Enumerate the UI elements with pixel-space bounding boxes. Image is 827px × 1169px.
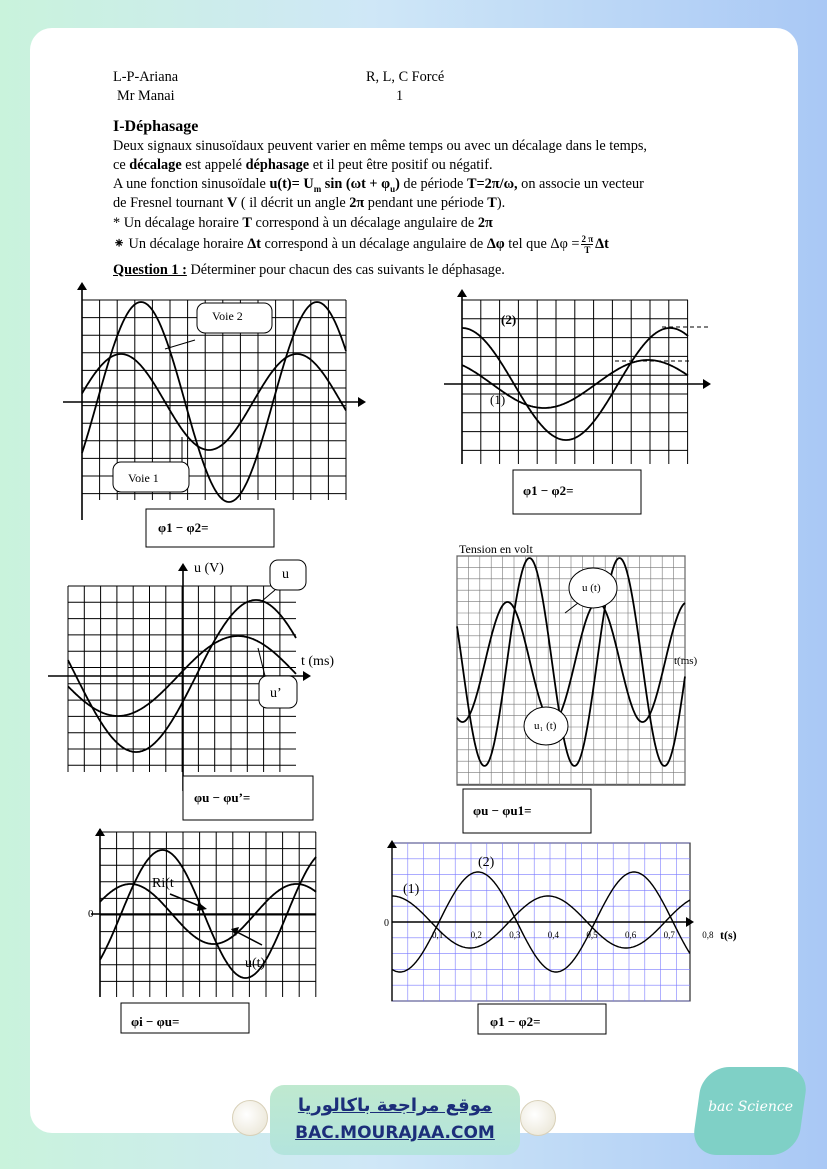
label-ut: u(t) (245, 956, 266, 971)
label-curve-2: (2) (501, 312, 517, 327)
answer-label: φ1 − φ2= (490, 1014, 541, 1029)
label-curve-1: (1) (490, 392, 506, 407)
question-1: Question 1 : Déterminer pour chacun des cas suivants le déphasage. (113, 262, 505, 278)
y-axis-label: u (V) (194, 561, 224, 576)
school-name: L-P-Ariana (113, 69, 179, 85)
paragraph-line: A une fonction sinusoïdale $u(t)= U_m$ $\sin (\omega t + \varphi_u)$ de période T=2π/ω, on associe un vecteur (113, 176, 644, 194)
y-arrow (77, 282, 87, 290)
answer-label: φ1 − φ2= (158, 520, 209, 535)
y-arrow (457, 289, 467, 297)
x-tick-label: 0,7 (663, 930, 675, 940)
paragraph-line: ce décalage est appelé déphasage et il peut être positif ou négatif. (113, 157, 493, 173)
label-curve-1: (1) (403, 882, 420, 897)
paragraph-line: * Un décalage horaire T correspond à un décalage angulaire de 2π (113, 215, 493, 231)
label-u: u (t) (582, 582, 601, 594)
x-axis-label: t(ms) (674, 655, 698, 667)
chart-title: Tension en volt (459, 542, 533, 556)
x-tick-label: 0,1 (432, 930, 444, 940)
x-axis-label: t(s) (720, 928, 737, 942)
label-voie1: Voie 1 (128, 471, 159, 485)
logo-text: bac Science (708, 1099, 794, 1115)
x-tick-label: 0,4 (547, 930, 560, 940)
x-arrow (358, 397, 366, 407)
label-curve-2: (2) (478, 855, 495, 870)
x-arrow (303, 671, 311, 681)
x-arrow (703, 379, 711, 389)
medal-icon (232, 1100, 268, 1136)
x-axis-label: t (ms) (301, 654, 335, 669)
x-tick-label: 0,3 (509, 930, 521, 940)
paragraph-line: ⁕ Un décalage horaire Δt correspond à un décalage angulaire de Δφ tel que Δφ = $\frac{2 \pi}{T}$ Δt (113, 234, 609, 255)
label-voie2: Voie 2 (212, 309, 243, 323)
subject-title: R, L, C Forcé (366, 69, 445, 85)
label-u: u (282, 567, 289, 582)
callout-line (235, 931, 262, 945)
x-tick-label: 0,6 (625, 930, 637, 940)
label-ri: Ri(t (152, 876, 174, 891)
footer-arabic: موقع مراجعة باكالوريا (297, 1095, 493, 1116)
page-number: 1 (396, 88, 404, 104)
x-tick-label: 0,2 (470, 930, 482, 940)
zero-label: 0 (88, 908, 94, 920)
label-u-prime: u’ (270, 686, 282, 701)
answer-label: φu − φu’= (194, 790, 251, 805)
y-arrow (178, 563, 188, 571)
footer-banner[interactable] (270, 1085, 520, 1155)
answer-label: φu − φu1= (473, 803, 532, 818)
medal-icon (520, 1100, 556, 1136)
callout-arrow (197, 902, 207, 911)
paragraph-line: de Fresnel tournant V ( il décrit un angle 2π pendant une période T). (113, 195, 506, 211)
answer-label: φ1 − φ2= (523, 483, 574, 498)
paragraph-line: Deux signaux sinusoïdaux peuvent varier en même temps ou avec un décalage dans le temps, (113, 138, 647, 154)
teacher-name: Mr Manai (117, 88, 175, 104)
zero-label: 0 (384, 918, 389, 929)
x-tick-label: 0,5 (586, 930, 598, 940)
bac-science-logo (691, 1067, 809, 1155)
label-u1: u₁ (t) (534, 720, 557, 732)
grid (462, 300, 688, 464)
footer-site-link[interactable]: BAC.MOURAJAA.COM (295, 1123, 495, 1143)
answer-label: φi − φu= (131, 1014, 180, 1029)
x-tick-label: 0,8 (702, 930, 714, 940)
section-title: I-Déphasage (113, 118, 199, 135)
